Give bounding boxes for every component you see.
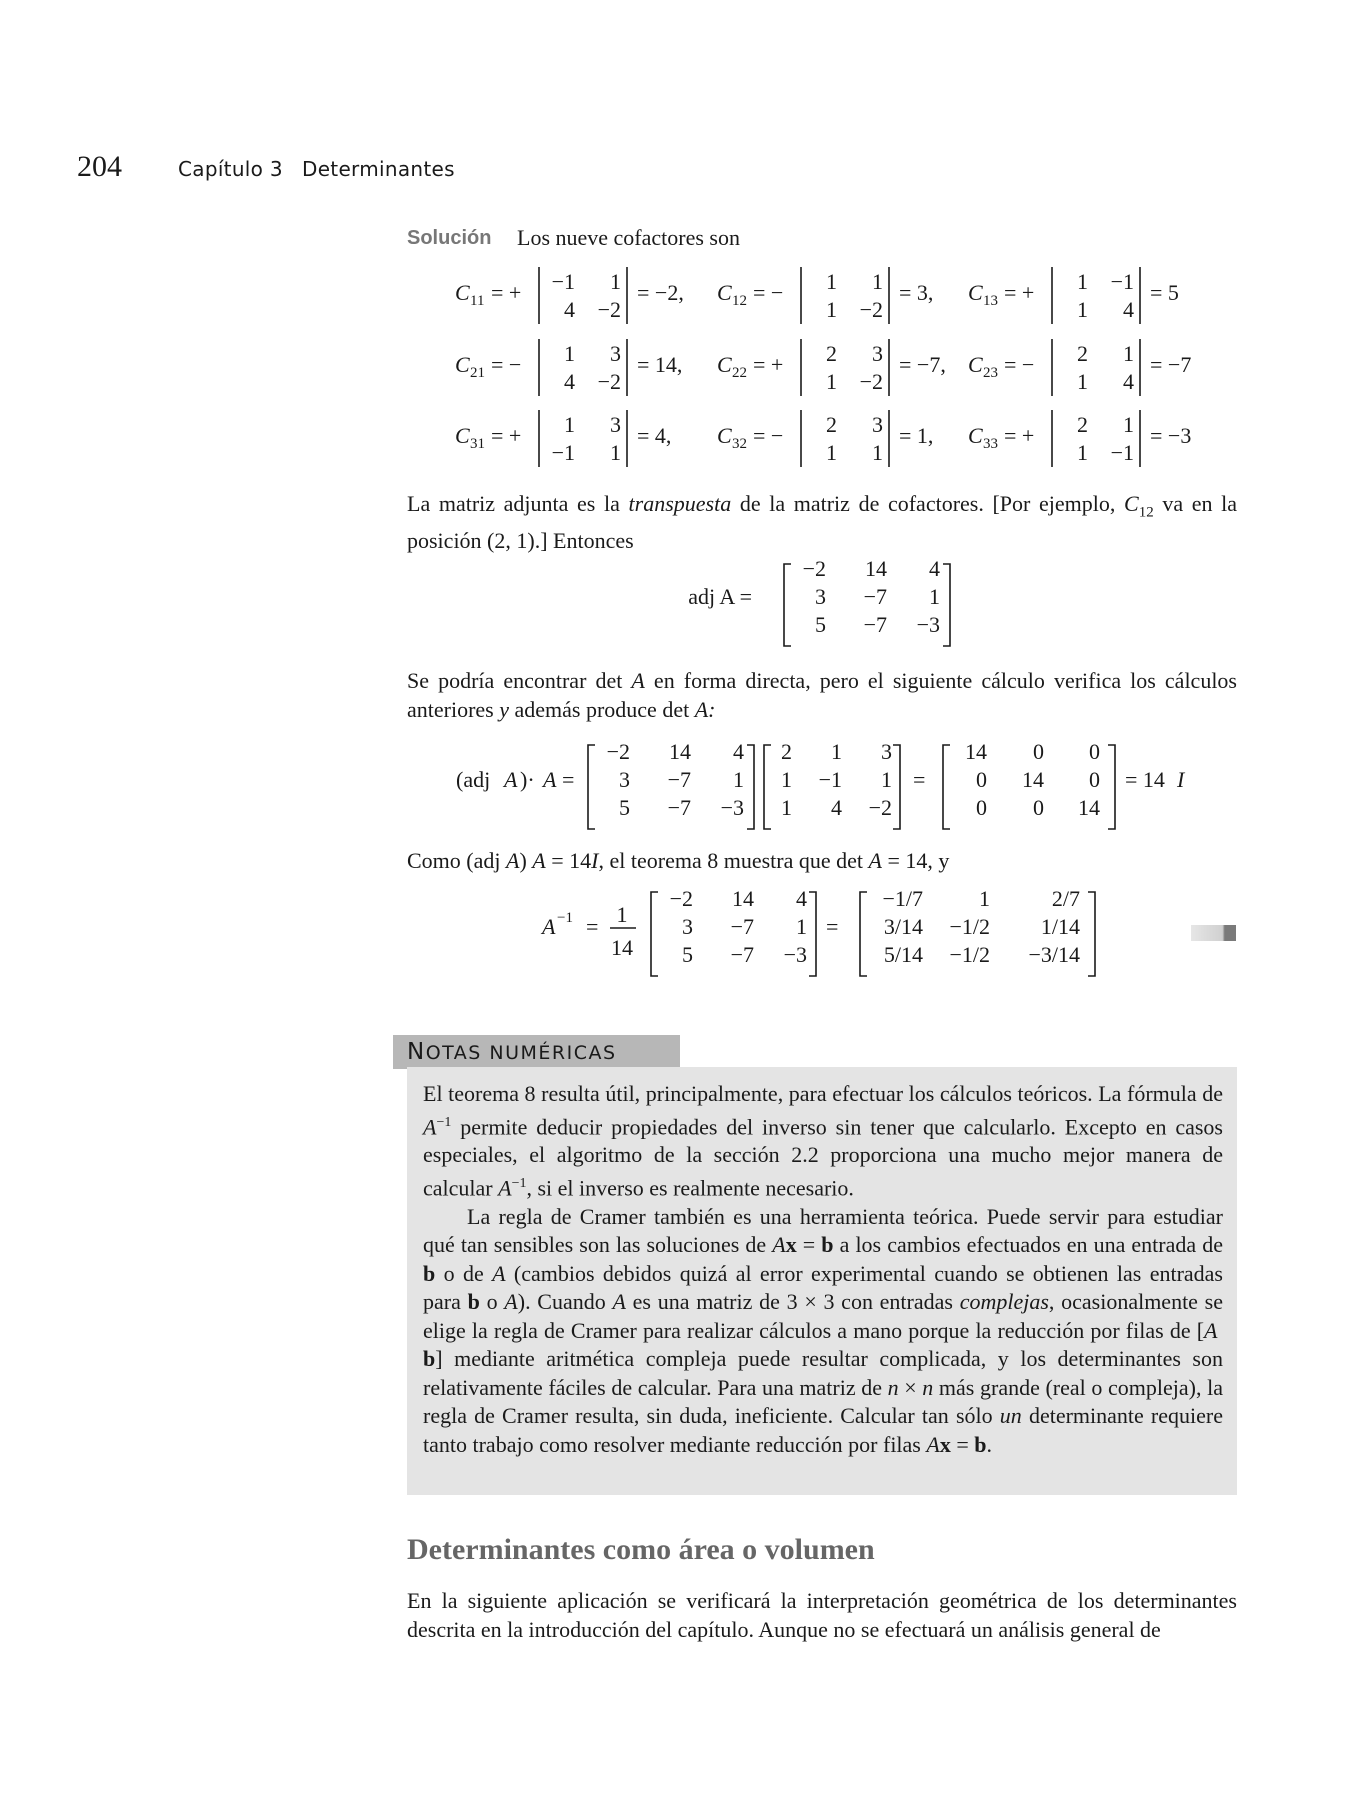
inverse-sup: −1 (557, 910, 573, 926)
adj-matrix-cell: 14 (865, 556, 887, 581)
cofactor-matrix-cell: 1 (826, 440, 837, 465)
notes-tab (393, 1035, 680, 1069)
prod-adj-cell: −3 (720, 795, 744, 820)
cofactor-matrix-cell: 2 (1077, 412, 1088, 437)
cofactor-result: = 14, (637, 352, 683, 377)
cofactor-matrix-cell: 1 (826, 369, 837, 394)
prod-A-cell: 1 (781, 795, 792, 820)
prod-b3-right (1108, 745, 1115, 829)
inv-b1-left (651, 892, 658, 976)
prod-result-cell: 14 (1022, 767, 1044, 792)
cofactor-result: = −2, (637, 280, 684, 305)
cofactor-sign: = + (1004, 280, 1035, 305)
inv-adj-cell: −3 (783, 942, 807, 967)
adj-matrix-cell: 1 (929, 584, 940, 609)
prod-adj-cell: −7 (667, 767, 691, 792)
cofactor-matrix-cell: 1 (872, 440, 883, 465)
prod-adj-cell: 1 (733, 767, 744, 792)
prod-adj-cell: −7 (667, 795, 691, 820)
cofactor-matrix-cell: 2 (1077, 341, 1088, 366)
prod-result-cell: 0 (1033, 795, 1044, 820)
cofactor-subscript: 21 (470, 365, 485, 381)
product-lhs-c: )· (520, 767, 535, 792)
cofactor-matrix-cell: 1 (1077, 369, 1088, 394)
cofactor-subscript: 31 (470, 436, 485, 452)
inv-result-cell: 1 (979, 886, 990, 911)
inv-result-cell: 3/14 (883, 914, 923, 939)
cofactor-subscript: 33 (983, 436, 998, 452)
paragraph-adjugate (407, 490, 1237, 555)
cofactor-matrix-cell: 1 (610, 269, 621, 294)
inv-result-cell: 1/14 (1040, 914, 1080, 939)
cofactor-sign: = + (491, 280, 522, 305)
prod-adj-cell: 3 (619, 767, 630, 792)
cofactor-result: = 4, (637, 423, 672, 448)
cofactor-matrix-cell: 1 (1077, 297, 1088, 322)
prod-result-cell: 0 (976, 767, 987, 792)
notes-para-2: La regla de Cramer también es una herramienta teórica. Puede servir para estudiar qué tan sensibles son las soluciones de Ax = b a los cambios efectuados en una entrada de b o de A (cambios debidos quizá al error experimental cuando se obtienen las entradas para b o A). Cuando A es una matriz de 3 × 3 con entradas complejas, ocasionalmente se elige la regla de Cramer para realizar cálculos a mano porque la reducción por filas de [A b] mediante aritmética compleja puede resultar complicada, y los determinantes son relativamente fáciles de calcular. Para una matriz de n × n más grande (real o compleja), la regla de Cramer resulta, sin duda, ineficiente. Calcular tan sólo un determinante requiere tanto trabajo como resolver mediante reducción por filas Ax = b. (423, 1203, 1224, 1457)
p1-part-a: La matriz adjunta es la (407, 491, 629, 516)
adj-matrix-cell: −7 (863, 612, 887, 637)
inv-result-cell: −1/2 (949, 942, 990, 967)
page-number: 204 (77, 150, 122, 183)
prod-adj-cell: 14 (669, 739, 691, 764)
cofactor-result: = −7 (1150, 352, 1192, 377)
cofactor-subscript: 32 (732, 436, 747, 452)
prod-b1-right (747, 745, 754, 829)
prod-adj-cell: −2 (606, 739, 630, 764)
page-marker-icon (1191, 925, 1236, 941)
cofactor-matrix-cell: −1 (551, 269, 575, 294)
inv-b2-left (860, 892, 867, 976)
prod-rhs: = 14 (1125, 767, 1165, 792)
section-title: Determinantes como área o volumen (407, 1533, 875, 1566)
cofactor-result: = −7, (899, 352, 946, 377)
cofactor-result: = 1, (899, 423, 934, 448)
inv-adj-cell: −2 (669, 886, 693, 911)
paragraph-theorem: Como (adj A) A = 14I, el teorema 8 muestra que det A = 14, y (407, 848, 950, 873)
inv-b2-right (1088, 892, 1095, 976)
inv-adj-cell: −7 (730, 942, 754, 967)
cofactor-symbol: C (717, 352, 732, 377)
cofactor-matrix-cell: 3 (610, 341, 621, 366)
cofactor-symbol: C (968, 280, 983, 305)
cofactor-subscript: 22 (732, 365, 747, 381)
cofactor-matrix-cell: 1 (610, 440, 621, 465)
prod-result-cell: 0 (1033, 739, 1044, 764)
inv-result-cell: −3/14 (1028, 942, 1080, 967)
prod-result-cell: 0 (976, 795, 987, 820)
notes-tab-text: NOTAS NUMÉRICAS (407, 1039, 617, 1065)
cofactor-result: = −3 (1150, 423, 1192, 448)
cofactor-matrix-cell: 1 (826, 297, 837, 322)
cofactor-matrix-cell: 1 (1123, 341, 1134, 366)
cofactor-matrix-cell: 1 (1077, 269, 1088, 294)
cofactor-sign: = + (491, 423, 522, 448)
prod-result-cell: 0 (1089, 739, 1100, 764)
solution-label: Solución (407, 227, 492, 249)
cofactor-matrix-cell: 3 (872, 412, 883, 437)
cofactor-matrix-cell: 1 (826, 269, 837, 294)
inverse-frac-den: 14 (611, 935, 633, 960)
cofactor-sign: = − (491, 352, 522, 377)
notes-para-1: El teorema 8 resulta útil, principalmente, para efectuar los cálculos teóricos. La fórmula de $A^{-1}$ permite deducir propiedades del inverso sin tener que calcularlo. Excepto en casos especiales, el algoritmo de la sección 2.2 proporciona una mucho mejor manera de calcular $A^{-1}$, si el inverso es realmente necesario. (423, 1081, 1223, 1201)
cofactor-sign: = − (753, 280, 784, 305)
inv-adj-cell: −7 (730, 914, 754, 939)
adj-matrix-cell: −3 (916, 612, 940, 637)
inverse-eq-2: = (826, 914, 839, 939)
prod-result-cell: 14 (965, 739, 987, 764)
prod-b2-right (893, 745, 900, 829)
cofactor-matrix-cell: −1 (1110, 440, 1134, 465)
prod-result-cell: 0 (1089, 767, 1100, 792)
prod-A-cell: 2 (781, 739, 792, 764)
cofactor-symbol: C (717, 280, 732, 305)
cofactor-sign: = − (753, 423, 784, 448)
inv-result-cell: −1/2 (949, 914, 990, 939)
product-lhs-d: A (543, 767, 557, 792)
p1-part-c: va en la posición (2, 1).] Entonces (407, 491, 1237, 553)
cofactor-matrix-cell: 1 (872, 269, 883, 294)
cofactor-matrix-cell: −1 (551, 440, 575, 465)
prod-eq: = (913, 767, 926, 792)
cofactor-matrix-cell: 1 (564, 341, 575, 366)
solution-intro: Los nueve cofactores son (517, 225, 740, 250)
paragraph-application: En la siguiente aplicación se verificará la interpretación geométrica de los determinantes descrita en la introducción del capítulo. Aunque no se efectuará un análisis general de (407, 1588, 1237, 1642)
prod-adj-cell: 5 (619, 795, 630, 820)
cofactor-matrix-cell: 4 (1123, 369, 1134, 394)
prod-b3-left (943, 745, 950, 829)
cofactor-symbol: C (968, 352, 983, 377)
cofactor-matrix-cell: −1 (1110, 269, 1134, 294)
adj-matrix-cell: 4 (929, 556, 940, 581)
product-lhs-e: = (562, 767, 575, 792)
adj-matrix-cell: −7 (863, 584, 887, 609)
cofactor-subscript: 11 (470, 293, 485, 309)
inv-adj-cell: 1 (796, 914, 807, 939)
cofactor-symbol: C (717, 423, 732, 448)
cofactor-subscript: 12 (732, 293, 747, 309)
adj-label: adj A = (688, 584, 752, 609)
inv-adj-cell: 3 (682, 914, 693, 939)
cofactor-matrix-cell: 1 (1077, 440, 1088, 465)
p1-sub: 12 (1138, 504, 1154, 521)
prod-b1-left (588, 745, 595, 829)
cofactor-matrix-cell: −2 (597, 369, 621, 394)
cofactor-matrix-cell: 3 (872, 341, 883, 366)
cofactor-matrix-cell: 2 (826, 341, 837, 366)
prod-b2-left (764, 745, 771, 829)
product-lhs-a: (adj (456, 767, 491, 792)
cofactor-result: = 3, (899, 280, 934, 305)
prod-A-cell: −2 (868, 795, 892, 820)
adj-matrix-cell: 3 (815, 584, 826, 609)
prod-adj-cell: 4 (733, 739, 744, 764)
inverse-eq: = (586, 914, 599, 939)
cofactor-matrix-cell: 4 (1123, 297, 1134, 322)
chapter-label: Capítulo 3 (178, 157, 283, 181)
prod-A-cell: 1 (831, 739, 842, 764)
cofactor-matrix-cell: 3 (610, 412, 621, 437)
inv-adj-cell: 4 (796, 886, 807, 911)
adj-matrix-cell: 5 (815, 612, 826, 637)
prod-A-cell: 3 (881, 739, 892, 764)
cofactor-subscript: 13 (983, 293, 998, 309)
inv-result-cell: 5/14 (883, 942, 923, 967)
inverse-frac-num: 1 (616, 902, 628, 927)
cofactor-matrix-cell: −2 (597, 297, 621, 322)
p1-c: C (1124, 491, 1139, 516)
inv-result-cell: 2/7 (1051, 886, 1080, 911)
paragraph-det: Se podría encontrar det A en forma directa, pero el siguiente cálculo verifica los cálculos anteriores y además produce det A: (407, 668, 1237, 722)
cofactor-symbol: C (968, 423, 983, 448)
prod-rhs-i: I (1177, 767, 1185, 792)
prod-A-cell: 1 (881, 767, 892, 792)
cofactor-matrix-cell: −2 (859, 297, 883, 322)
cofactor-subscript: 23 (983, 365, 998, 381)
inverse-lhs: A (542, 914, 556, 939)
cofactor-sign: = + (753, 352, 784, 377)
cofactor-symbol: C (455, 280, 470, 305)
cofactor-result: = 5 (1150, 280, 1179, 305)
cofactor-matrix-cell: 2 (826, 412, 837, 437)
inv-adj-cell: 5 (682, 942, 693, 967)
adj-matrix-cell: −2 (802, 556, 826, 581)
inv-result-cell: −1/7 (882, 886, 923, 911)
cofactor-symbol: C (455, 352, 470, 377)
prod-A-cell: −1 (818, 767, 842, 792)
p1-italic: transpuesta (628, 491, 732, 516)
cofactor-sign: = − (1004, 352, 1035, 377)
p1-part-b: de la matriz de cofactores. [Por ejemplo, (731, 491, 1124, 516)
inv-adj-cell: 14 (732, 886, 754, 911)
cofactor-symbol: C (455, 423, 470, 448)
cofactor-matrix-cell: −2 (859, 369, 883, 394)
notes-box (407, 1067, 1237, 1495)
adj-bracket-right (943, 564, 950, 646)
product-lhs-b: A (504, 767, 518, 792)
cofactor-matrix-cell: 4 (564, 297, 575, 322)
inv-b1-right (809, 892, 816, 976)
cofactor-matrix-cell: 1 (564, 412, 575, 437)
chapter-title: Determinantes (302, 157, 455, 181)
prod-A-cell: 1 (781, 767, 792, 792)
adj-bracket-left (784, 564, 791, 646)
prod-result-cell: 14 (1078, 795, 1100, 820)
cofactor-sign: = + (1004, 423, 1035, 448)
cofactor-matrix-cell: 4 (564, 369, 575, 394)
cofactor-matrix-cell: 1 (1123, 412, 1134, 437)
prod-A-cell: 4 (831, 795, 842, 820)
